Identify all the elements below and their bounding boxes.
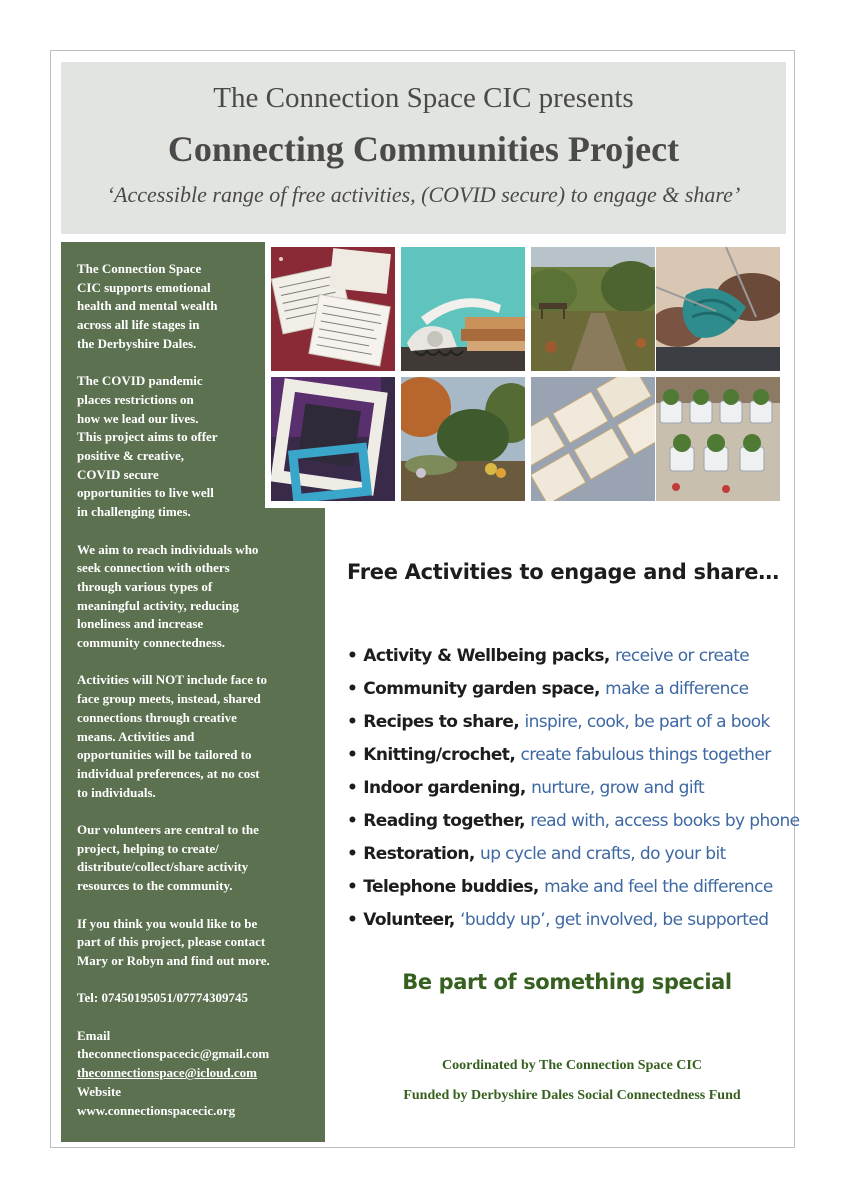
no-face-to-face-paragraph: Activities will NOT include face to face group meets, instead, shared connections through creative means. Activities and opportunities will be tailored to individual preferences, at no cost to individuals. (77, 672, 268, 800)
website-label: Website (77, 1083, 122, 1099)
tagline: ‘Accessible range of free activities, (COVID secure) to engage & share’ (106, 182, 741, 207)
list-item: • Reading together, read with, access books by phone (347, 811, 800, 831)
knitting-hands-photo (656, 247, 780, 371)
be-part-tagline: Be part of something special (402, 970, 732, 994)
garden-path-bench-photo (531, 247, 655, 371)
handwritten-letters-photo (271, 247, 395, 371)
bullet-icon: • (347, 877, 358, 897)
telephone-number: Tel: 07450195051/07774309745 (77, 990, 249, 1006)
aim-paragraph: We aim to reach individuals who seek connection with others through various types of meaningful activity, reducing loneliness and increase community connectedness. (77, 541, 259, 651)
page-title: Connecting Communities Project (167, 129, 680, 169)
bullet-icon: • (347, 778, 358, 798)
contact-paragraph: If you think you would like to be part of this project, please contact Mary or Robyn and find out more. (77, 915, 270, 968)
bullet-icon: • (347, 844, 358, 864)
list-item: • Volunteer, ‘buddy up’, get involved, be supported (347, 910, 769, 930)
list-item: • Restoration, up cycle and crafts, do your bit (347, 844, 726, 864)
bullet-icon: • (347, 712, 358, 732)
picture-frames-photo (271, 377, 395, 501)
website-link[interactable]: www.connectionspacecic.org (77, 1102, 236, 1118)
email-link-icloud[interactable]: theconnectionspace@icloud.com (77, 1065, 257, 1081)
bullet-icon: • (347, 910, 358, 930)
bullet-icon: • (347, 679, 358, 699)
coordinated-by: Coordinated by The Connection Space CIC (442, 1058, 702, 1073)
list-item: • Recipes to share, inspire, cook, be part of a book (347, 712, 770, 732)
list-item: • Telephone buddies, make and feel the difference (347, 877, 773, 897)
bullet-icon: • (347, 811, 358, 831)
activities-list (347, 640, 800, 937)
email-label: Email (77, 1027, 111, 1043)
garden-shrubs-photo (401, 377, 525, 501)
volunteers-paragraph: Our volunteers are central to the project, helping to create/ distribute/collect/share activity resources to the community. (77, 822, 259, 894)
email-link-gmail[interactable]: theconnectionspacecic@gmail.com (77, 1046, 270, 1062)
presents-line: The Connection Space CIC presents (213, 82, 634, 114)
list-item: • Activity & Wellbeing packs, receive or create (347, 646, 750, 666)
header-banner (61, 62, 786, 234)
contact-details (77, 1027, 313, 1121)
bullet-icon: • (347, 745, 358, 765)
potted-seedlings-photo (656, 377, 780, 501)
funded-by: Funded by Derbyshire Dales Social Connectedness Fund (403, 1088, 741, 1103)
covid-paragraph: The COVID pandemic places restrictions on how we lead our lives. This project aims to offer positive & creative, COVID secure opportunities to live well in challenging times. (77, 373, 218, 520)
list-item: • Community garden space, make a difference (347, 679, 749, 699)
list-item: • Knitting/crochet, create fabulous things together (347, 745, 771, 765)
recipe-cards-photo (531, 377, 655, 501)
telephone-and-books-photo (401, 247, 525, 371)
activities-heading: Free Activities to engage and share… (347, 560, 779, 584)
list-item: • Indoor gardening, nurture, grow and gift (347, 778, 705, 798)
bullet-icon: • (347, 646, 358, 666)
intro-paragraph: The Connection Space CIC supports emotional health and mental wealth across all life stages in the Derbyshire Dales. (77, 261, 218, 351)
